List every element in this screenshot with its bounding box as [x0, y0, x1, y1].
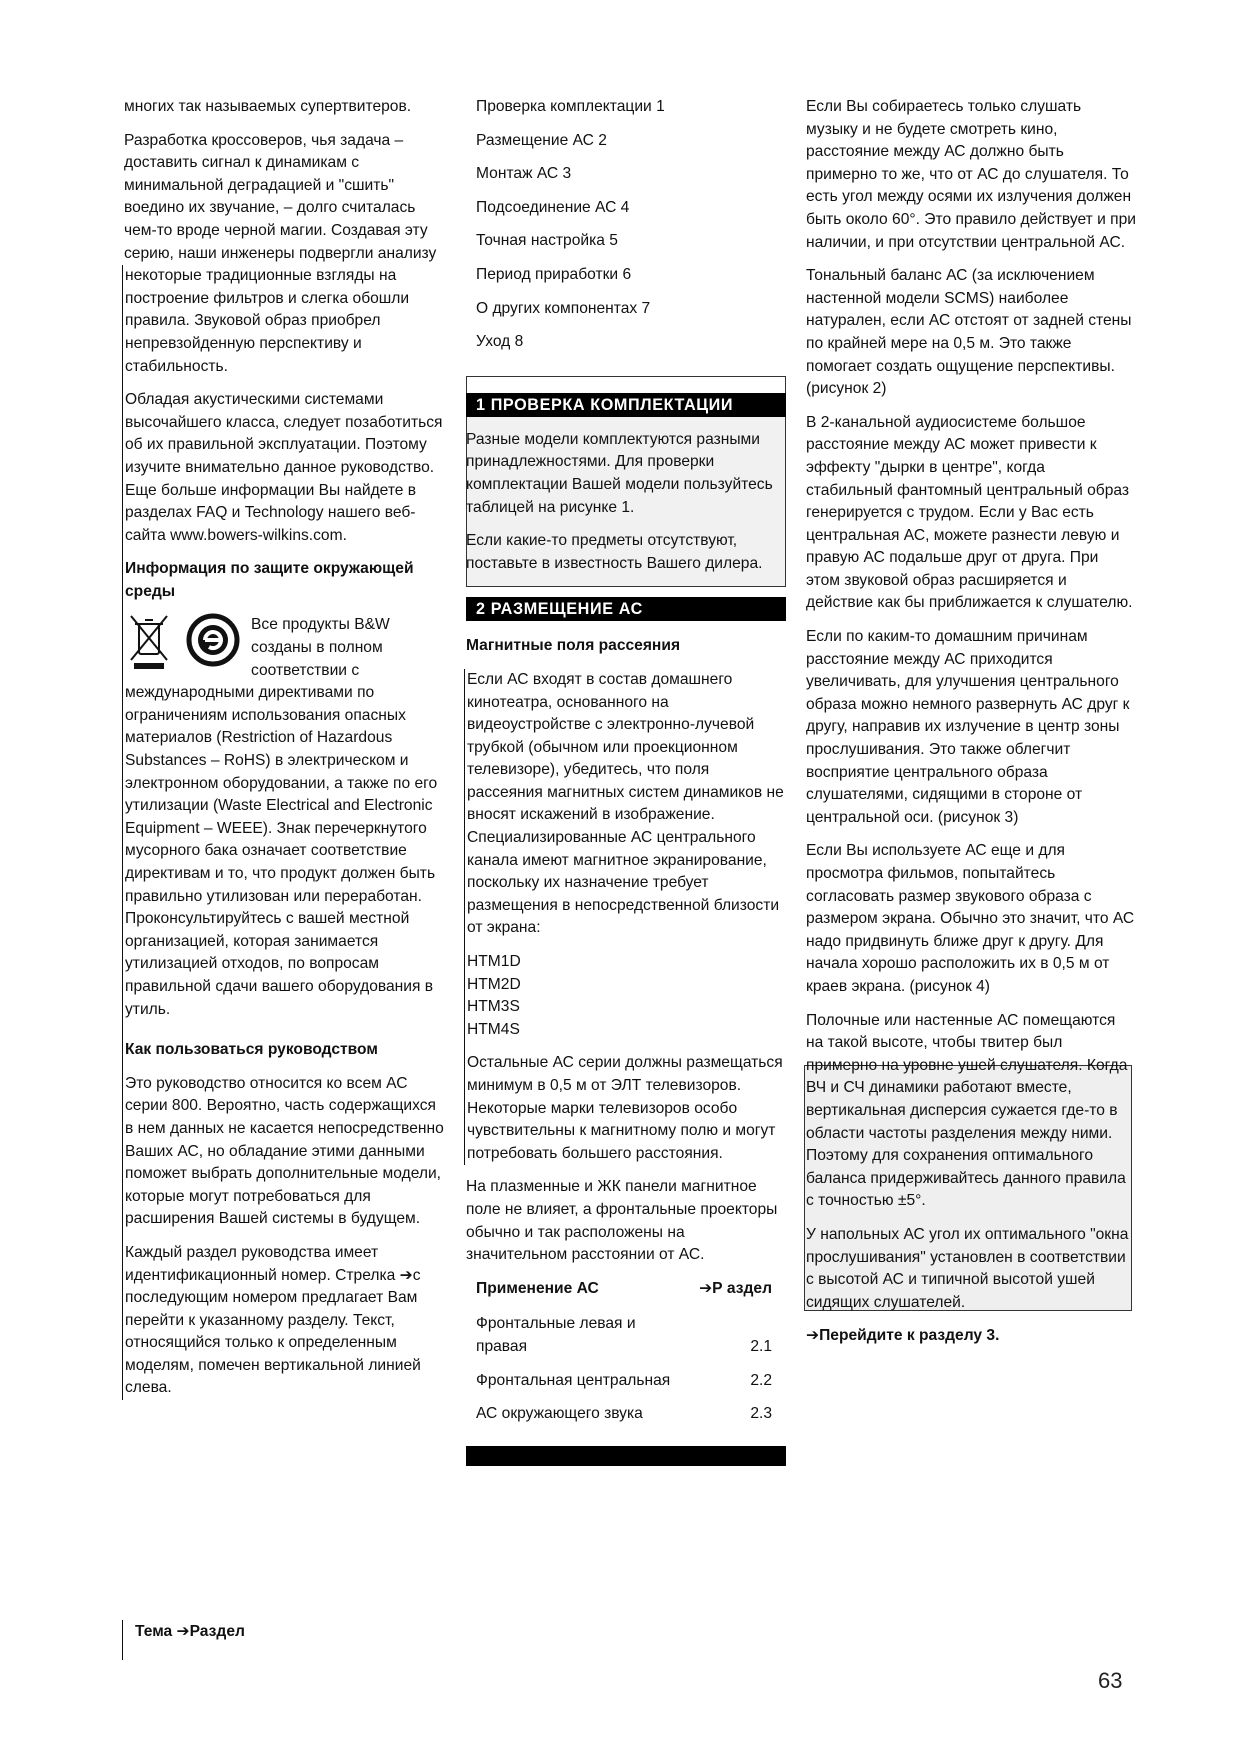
toc-item[interactable]: Проверка комплектации 1	[476, 98, 665, 115]
table-row	[466, 1403, 786, 1426]
howto-paragraph-1: Это руководство относится ко всем АС серии 800. Вероятно, часть содержащихся в нем данных не касается непосредственно Ваших АС, но обладание этими данными поможет выбрать дополнительные модели, которые могут потребоваться для расширения Вашей системы в будущем.	[125, 1074, 444, 1228]
goto-section-link[interactable]: ➔Перейдите к разделу 3.	[806, 1327, 1000, 1345]
section1-box-top	[466, 376, 786, 393]
column-left	[124, 96, 446, 1411]
toc-item[interactable]: Уход 8	[476, 333, 524, 351]
intro-paragraph: многих так называемых супертвитеров.	[124, 98, 412, 115]
model-item: HTM2D	[467, 975, 521, 993]
placement-table	[466, 1278, 786, 1466]
legend-note: Тема ➔Раздел	[122, 1620, 245, 1660]
section1-box	[466, 417, 786, 588]
col3-paragraph-6: Полочные или настенные АС помещаются на такой высоте, чтобы твитер был примерно на уровне ушей слушателя. Когда ВЧ и СЧ динамики работают вместе, вертикальная дисперсия сужается где-то в области частоты разделения между ними. Поэтому для сохранения оптимального баланса придерживайтесь данного правила с точностью ±5°.	[806, 1011, 1128, 1210]
table-row	[466, 1370, 786, 1393]
column-middle	[466, 96, 786, 1466]
section1-paragraph-2: Если какие-то предметы отсутствуют, поставьте в известность Вашего дилера.	[466, 532, 763, 572]
environment-icons	[125, 612, 243, 670]
env-paragraph: Все продукты B&W созданы в полном соответствии с международными директивами по ограничениям использования опасных материалов (Restriction of Hazardous Substances – RoHS) в электрическом и электронном оборудовании, а также по его утилизации (Waste Electrical and Electronic Equipment – WEEE). Знак перечеркнутого мусорного бака означает соответствие директивам и то, что продукт должен быть правильно утилизован или переработан. Проконсультируйтесь с вашей местной организацией, которая занимается утилизацией отходов, по вопросам правильной сдачи вашего оборудования в утиль.	[125, 616, 438, 1018]
toc-item[interactable]: Точная настройка 5	[476, 232, 618, 250]
section1-paragraph-1: Разные модели комплектуются разными принадлежностями. Для проверки комплектации Вашей модели пользуйтесь таблицей на рисунке 1.	[466, 430, 773, 516]
model-item: HTM1D	[467, 953, 521, 971]
col3-paragraph-7: У напольных АС угол их оптимального "окна прослушивания" установлен в соответствии с высотой АС и типичной высотой ушей сидящих слушателей.	[806, 1225, 1129, 1311]
table-row-value[interactable]: 2.1	[750, 1337, 772, 1355]
toc-item[interactable]: Монтаж АС 3	[476, 165, 572, 183]
table-header-usage: Применение АС	[476, 1279, 599, 1297]
toc-item[interactable]: О других компонентах 7	[476, 299, 651, 317]
howto-heading: Как пользоваться руководством	[125, 1041, 378, 1059]
model-item: HTM3S	[467, 998, 520, 1016]
table-row-value[interactable]: 2.2	[750, 1371, 772, 1389]
section2-paragraph-3: На плазменные и ЖК панели магнитное поле не влияет, а фронтальные проекторы обычно и так расположены на значительном расстоянии от АС.	[466, 1178, 778, 1264]
toc-item[interactable]: Период приработки 6	[476, 265, 632, 283]
section2-paragraph-1: Если АС входят в состав домашнего кинотеатра, основанного на видеоустройстве с электронно-лучевой трубкой (обычном или проекционном телевизоре), убедитесь, что поля рассеяния магнитных систем динамиков не вносят искажений в изображение. Специализированные АС центрального канала имеют магнитное экранирование, поскольку их назначение требует размещения в непосредственной близости от экрана:	[467, 670, 784, 937]
howto-paragraph-2: Каждый раздел руководства имеет идентификационный номер. Стрелка ➔с последующим номером предлагает Вам перейти к указанному разделу. Текст, относящийся только к определенным моделям, помечен вертикальной линией слева.	[125, 1243, 421, 1397]
section2-heading: 2 РАЗМЕЩЕНИЕ АС	[466, 597, 786, 621]
crossover-paragraph-text: Разработка кроссоверов, чья задача – доставить сигнал к динамикам с минимальной деградацией и "сшить" воедино их звучание, – долго считалась чем-то вроде черной магии. Создавая эту серию, наши инженеры подвергли анализу	[124, 131, 437, 262]
table-footer-bar	[466, 1446, 786, 1466]
weee-rohs-icons	[125, 612, 243, 670]
model-specific-bar	[122, 265, 446, 1400]
col3-paragraph-4: Если по каким-то домашним причинам расстояние между АС приходится увеличивать, для улучшения центрального образа можно немного развернуть АС друг к другу, направив их излучение в центр зоны прослушивания. Это также облегчит восприятие центрального образа слушателями, сидящими в стороне от центральной оси. (рисунок 3)	[806, 628, 1130, 826]
table-row-value[interactable]: 2.3	[750, 1405, 772, 1423]
table-row-label: Фронтальные левая и правая	[476, 1315, 636, 1355]
table-row	[466, 1313, 786, 1358]
section2-subheading: Магнитные поля рассеяния	[466, 637, 681, 655]
col3-paragraph-1: Если Вы собираетесь только слушать музыку и не будете смотреть кино, расстояние между АС должно быть примерно то же, что от АС до слушателя. То есть угол между осями их излучения должен быть около 60°. Это правило действует и при наличии, и при отсутствии центральной АС.	[806, 98, 1136, 251]
crossed-bin-icon	[131, 616, 167, 668]
table-of-contents	[466, 96, 786, 354]
env-heading: Информация по защите окружающей среды	[125, 560, 414, 600]
table-header-section: ➔Р аздел	[699, 1279, 772, 1297]
section2-paragraph-2: Остальные АС серии должны размещаться минимум в 0,5 м от ЭЛТ телевизоров. Некоторые марки телевизоров особо чувствительны к магнитному полю и могут потребовать большего расстояния.	[467, 1054, 783, 1162]
section2-model-bar	[464, 669, 786, 1165]
rohs-e-icon	[189, 616, 237, 664]
col3-paragraph-5: Если Вы используете АС еще и для просмотра фильмов, попытайтесь согласовать размер звукового образа с размером экрана. Обычно это значит, что АС надо придвинуть ближе друг к другу. Для начала хорошо расположить их в 0,5 м от краев экрана. (рисунок 4)	[806, 842, 1135, 995]
table-header	[466, 1278, 786, 1301]
table-row-label: АС окружающего звука	[476, 1405, 643, 1423]
column-right	[806, 96, 1136, 1359]
table-row-label: Фронтальная центральная	[476, 1371, 671, 1389]
col3-paragraph-2: Тональный баланс АС (за исключением настенной модели SCMS) наиболее натурален, если АС отстоят от задней стены по крайней мере на 0,5 м. Это также помогает создать ощущение перспективы. (рисунок 2)	[806, 267, 1132, 398]
crossover-paragraph-bar: некоторые традиционные взгляды на построение фильтров и слегка обошли правила. Звуковой образ приобрел непревзойденную перспективу и стабильность.	[125, 267, 410, 375]
env-block	[125, 614, 446, 1021]
toc-item[interactable]: Размещение АС 2	[476, 131, 607, 149]
toc-item[interactable]: Подсоединение АС 4	[476, 198, 630, 216]
section1-heading: 1 ПРОВЕРКА КОМПЛЕКТАЦИИ	[466, 393, 786, 417]
page-number: 63	[1098, 1668, 1123, 1693]
col3-paragraph-3: В 2-канальной аудиосистеме большое расстояние между АС может привести к эффекту "дырки в центре", когда стабильный фантомный центральный образ генерируется с трудом. Если у Вас есть центральная АС, можете разнести левую и правую АС подальше друг от друга. При этом звуковой образ расширяется и действие как бы приближается к слушателю.	[806, 413, 1133, 612]
model-list	[467, 951, 786, 1041]
model-item: HTM4S	[467, 1020, 520, 1038]
crossover-paragraph	[124, 130, 446, 266]
ownership-paragraph: Обладая акустическими системами высочайшего класса, следует позаботиться об их правильной эксплуатации. Поэтому изучите внимательно данное руководство. Еще больше информации Вы найдете в разделах FAQ и Technology нашего веб-сайта www.bowers-wilkins.com.	[125, 391, 443, 544]
